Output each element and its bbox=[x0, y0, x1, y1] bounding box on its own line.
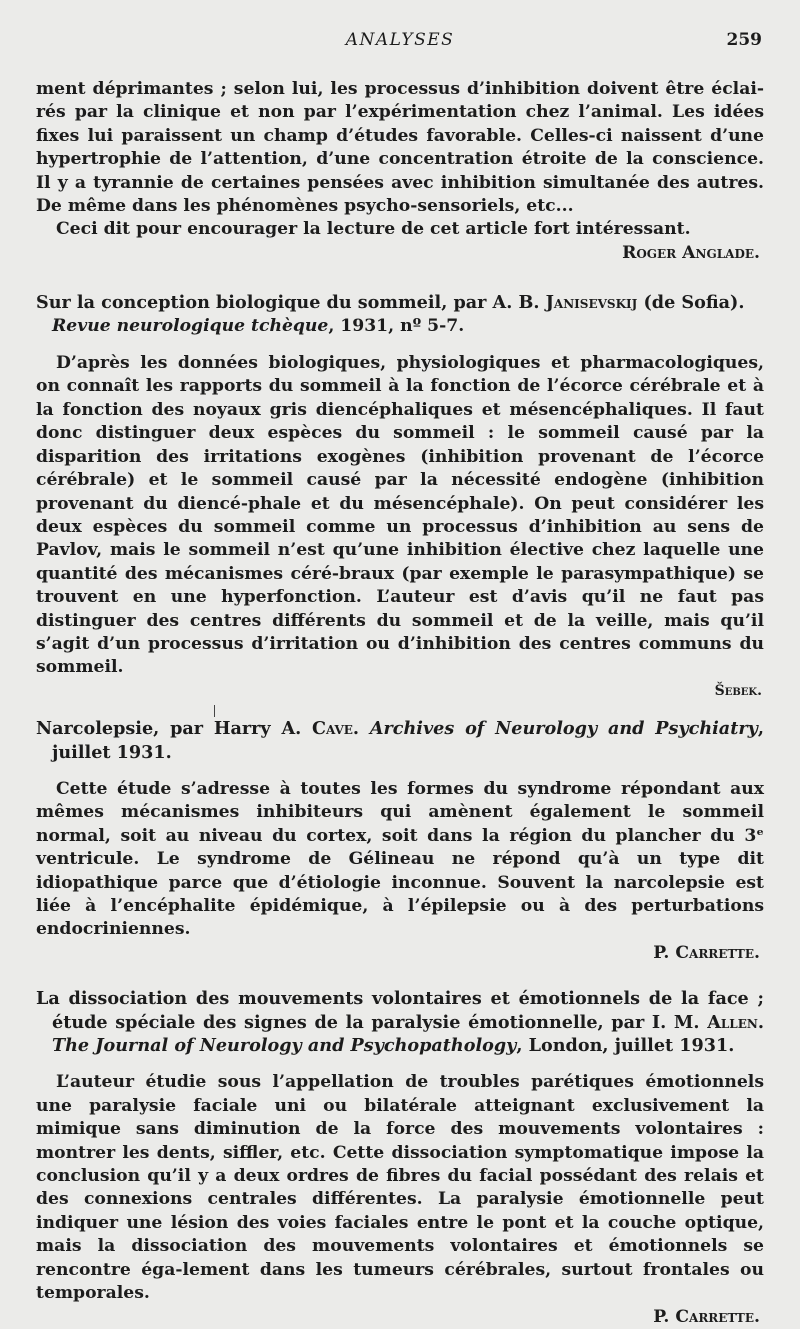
review3-citation: , London, juillet 1931. bbox=[516, 1035, 735, 1057]
review3-journal: The Journal of Neurology and Psychopathology bbox=[52, 1035, 517, 1057]
review2-citation: juillet 1931. bbox=[52, 741, 172, 763]
review1-body: D’après les données biologiques, physiologiques et pharmacologiques, on connaît les rapports du sommeil à la fonction de l’écorce cérébrale et à la fonction des noyaux gris diencéphaliques et mésencéphaliques. Il faut donc distinguer deux espèces du sommeil : le sommeil causé par la disparition des irritations exogènes (inhibition provenant de l’écorce cérébrale) et le sommeil causé par la nécessité endogène (inhibition provenant du diencé-phale et du mésencéphale). On peut considérer les deux espèces du sommeil comme un processus d’inhibition au sens de Pavlov, mais le sommeil n’est qu’une inhibition élective chez laquelle une quantité des mécanismes céré-braux (par exemple le parasympathique) se trouvent en une hyperfonction. L’auteur est d’avis qu’il ne faut pas distinguer des centres différents du sommeil et de la veille, mais qu’il s’agit d’un processus d’irritation ou d’inhibition des centres communs du sommeil. bbox=[36, 353, 764, 678]
review3-signature: P. Carrette. bbox=[653, 1306, 760, 1327]
page-header bbox=[36, 30, 764, 54]
review1-source bbox=[36, 315, 764, 338]
review1-title: Sur la conception biologique du sommeil bbox=[36, 292, 442, 314]
review1-journal: Revue neurologique tchèque bbox=[52, 315, 329, 336]
review2-body: Cette étude s’adresse à toutes les formes du syndrome répondant aux mêmes mécanismes inhibiteurs qui amènent également le sommeil normal, soit au niveau du cortex, soit dans la région du plancher du 3ᵉ ventricule. Le syndrome de Gélineau ne répond qu’à un type dit idiopathique parce que d’étiologie inconnue. Souvent la narcolepsie est liée à l’encéphalite épidémique, à l’épilepsie ou à des perturbations endocriniennes. bbox=[36, 778, 764, 940]
review2-byline: , par Harry A. bbox=[153, 718, 313, 740]
review0-paragraph: ment déprimantes ; selon lui, les processus d’inhibition doivent être éclai-rés par la clinique et non par l’expérimentation chez l’animal. Les idées fixes lui paraissent un champ d’études favorable. Celles-ci naissent d’une hypertrophie de l’attention, d’une concentration étroite de la conscience. Il y a tyrannie de certaines pensées avec inhibition simultanée des autres. De même dans les phénomènes psycho-sensoriels, etc... bbox=[36, 79, 764, 217]
review2-journal: Archives of Neurology and Psychiatry bbox=[369, 718, 758, 740]
review3-body: L’auteur étudie sous l’appellation de troubles parétiques émotionnels une paralysie faciale uni ou bilatérale atteignant exclusivement la mimique sans diminution de la force des mouvements volontaires : montrer les dents, siffler, etc. Cette dissociation symptomatique impose la conclusion qu’il y a deux ordres de fibres du facial possédant des relais et des connexions centrales différentes. La paralysie émotionnelle peut indiquer une lésion des voies faciales entre le pont et la couche optique, mais la dissociation des mouvements volontaires et émotionnels se rencontre éga-lement dans les tumeurs cérébrales, surtout frontales ou temporales. bbox=[36, 1072, 764, 1304]
review3-title: La dissociation des mouvements volontaires et émotionnels de la face ; étude spéciale des signes de la paralysie émotionnelle bbox=[36, 988, 764, 1033]
review0-signature: Roger Anglade. bbox=[622, 242, 760, 263]
review2-signature: P. Carrette. bbox=[653, 942, 760, 963]
review2-title: Narcolepsie bbox=[36, 718, 154, 740]
review1-signature: Šebek. bbox=[714, 682, 762, 699]
page-body bbox=[36, 78, 764, 1329]
review3-byline: , par I. M. bbox=[597, 1011, 708, 1033]
review1-byline: , par A. B. bbox=[441, 292, 546, 314]
review1-heading bbox=[36, 291, 764, 314]
review1-author-suffix: (de Sofia). bbox=[637, 292, 745, 314]
review0-closing: Ceci dit pour encourager la lecture de cet article fort intéressant. bbox=[56, 219, 691, 240]
review3-heading: La dissociation des mouvements volontaires et émotionnels de la face ; étude spéciale des signes de la paralysie émotionnelle, par I. M. Allen. The Journal of Neurology and Psychopathology, London, juillet 1931. bbox=[36, 988, 764, 1057]
review1-author: Janisevskij bbox=[545, 292, 638, 314]
review2-heading: Narcolepsie, par Harry A. Cave. Archives of Neurology and Psychiatry, juillet 1931. bbox=[36, 718, 764, 763]
review3-author: Allen bbox=[707, 1011, 758, 1033]
page-number: 259 bbox=[726, 30, 762, 50]
running-head: ANALYSES bbox=[345, 30, 455, 50]
review2-author: Cave bbox=[312, 718, 353, 740]
review1-citation: , 1931, nº 5-7. bbox=[328, 315, 465, 336]
